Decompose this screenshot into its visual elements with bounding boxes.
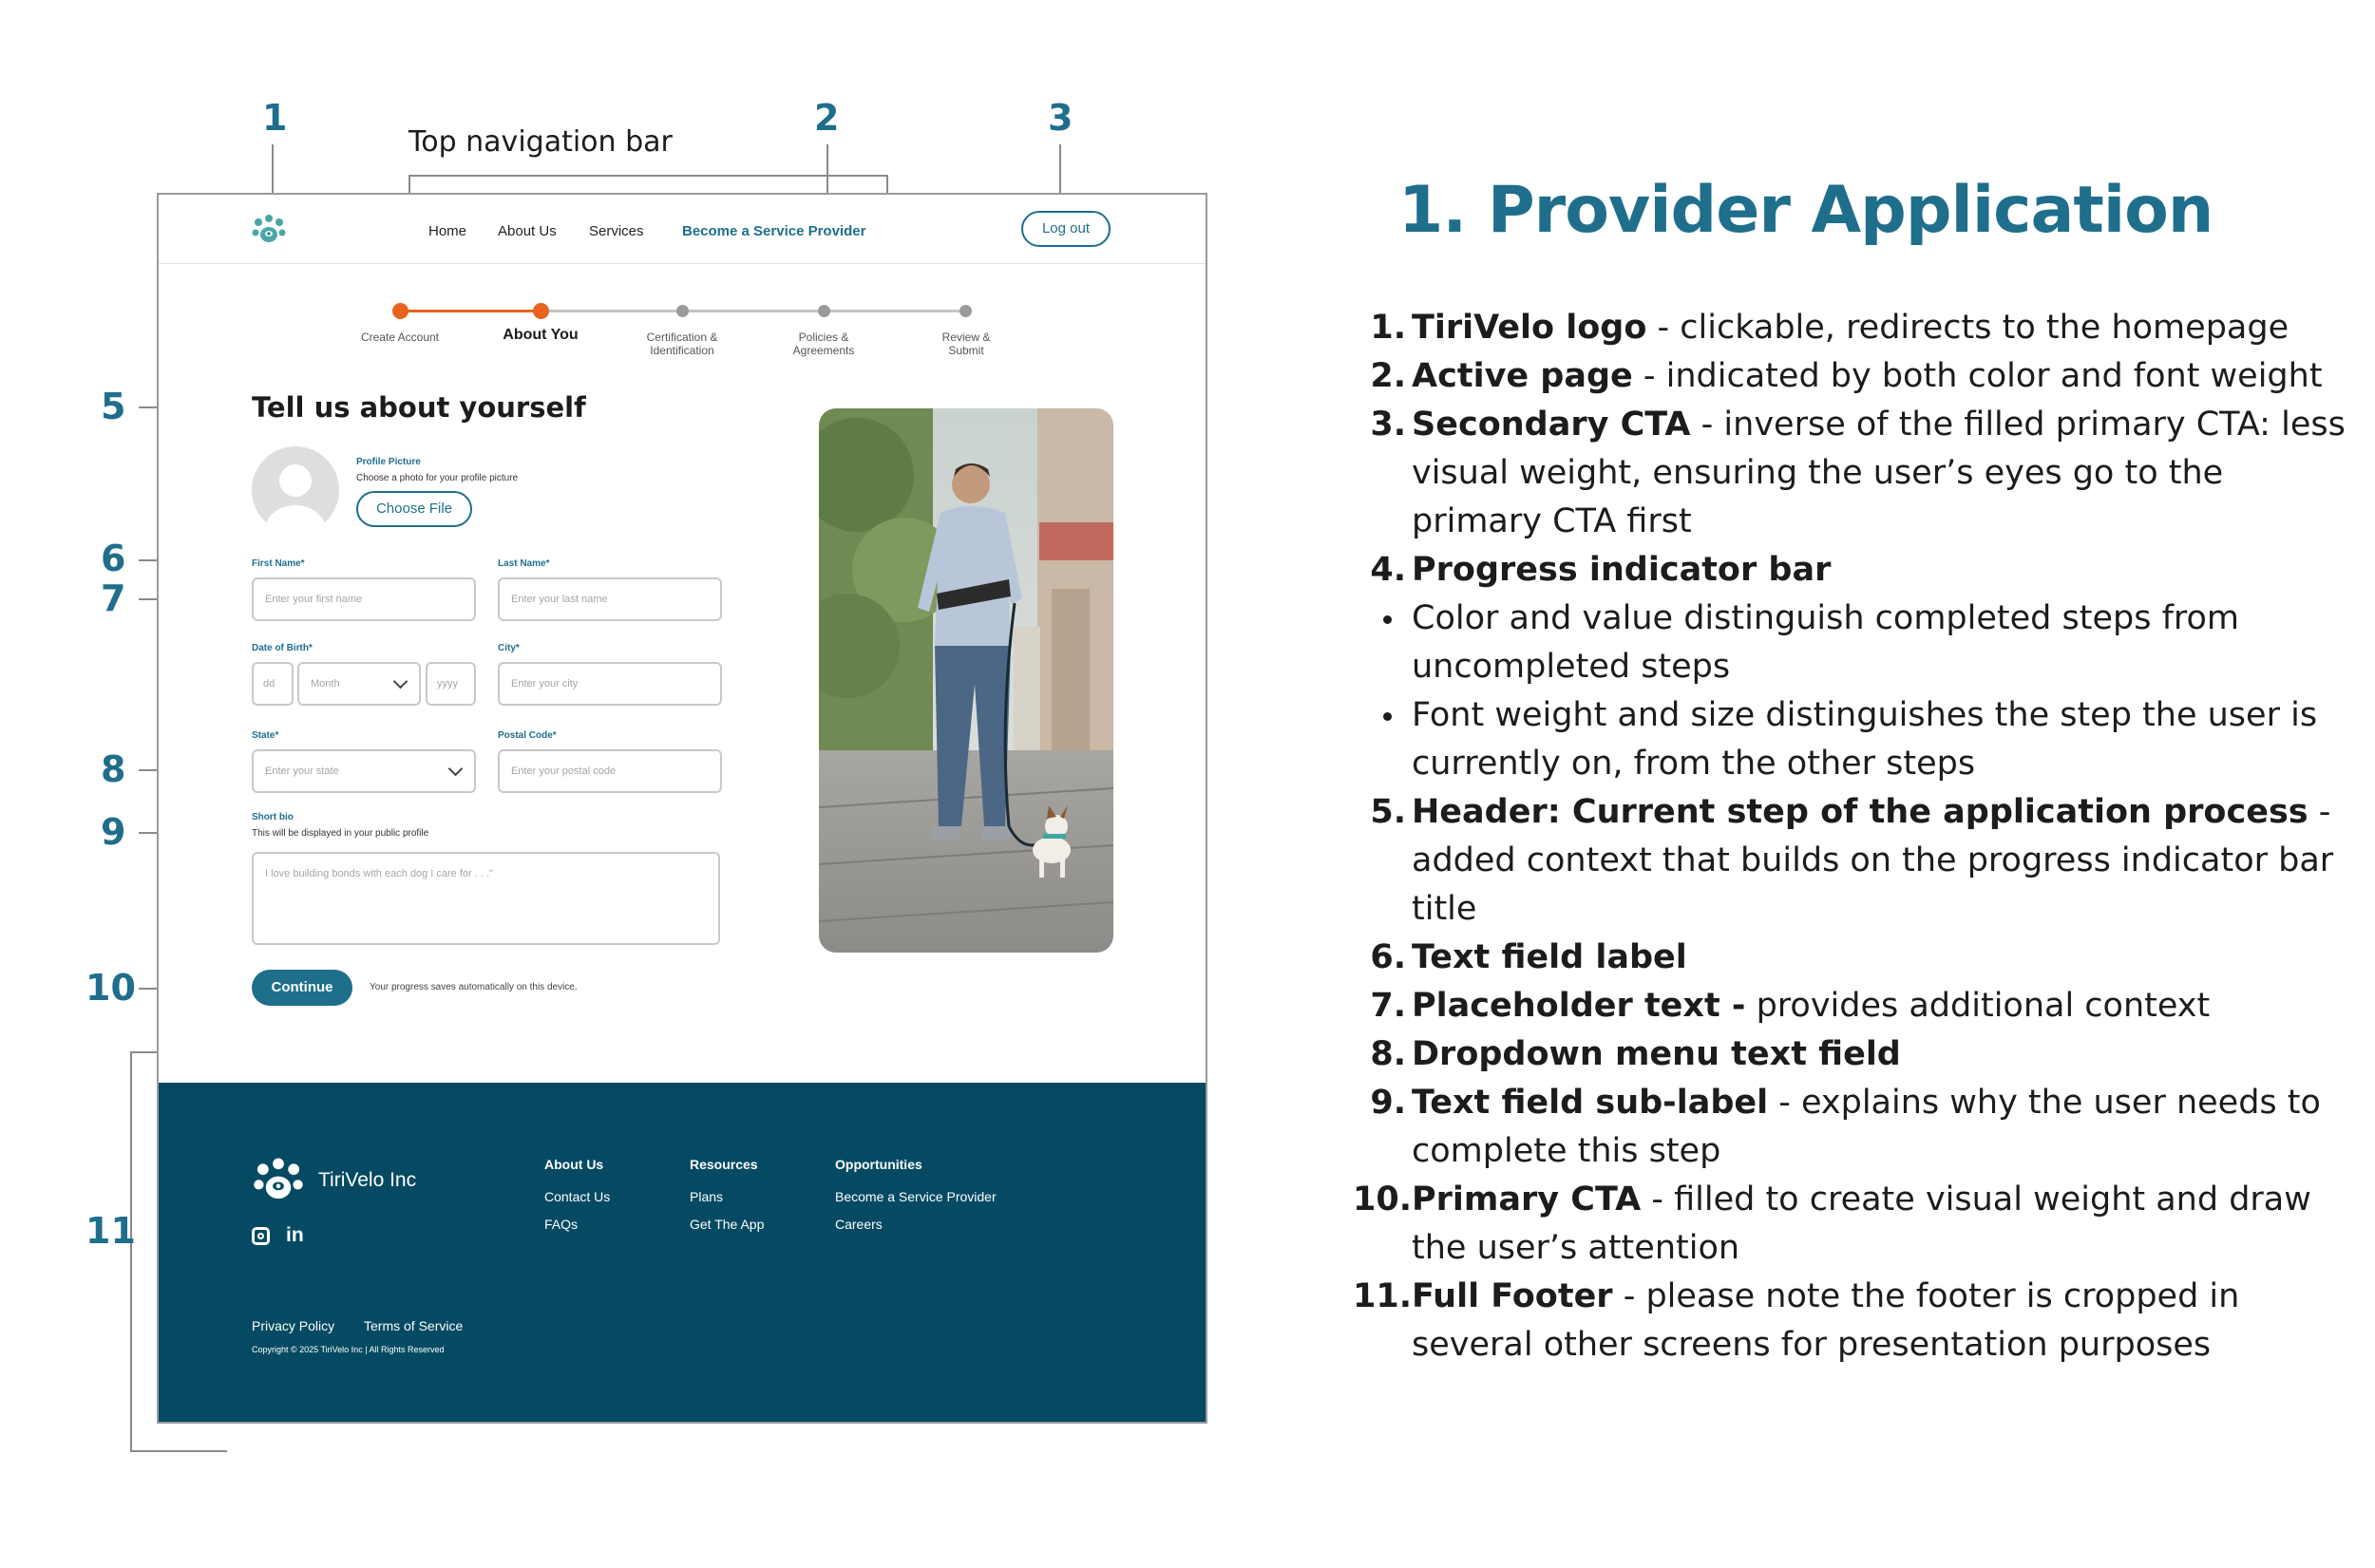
city-label: City* <box>498 643 520 653</box>
footer-copyright: Copyright © 2025 TiriVelo Inc | All Rights Reserved <box>252 1345 445 1354</box>
site-footer <box>159 1083 1207 1424</box>
profile-picture-help: Choose a photo for your profile picture <box>356 473 519 483</box>
logout-button[interactable]: Log out <box>1021 211 1111 247</box>
dob-year-field[interactable]: yyyy <box>426 662 476 706</box>
nav-divider <box>159 263 1207 264</box>
dog-walker-photo <box>819 408 1113 953</box>
note-2: 2. Active page - indicated by both color and font weight <box>1370 357 2323 395</box>
postal-code-field[interactable]: Enter your postal code <box>498 749 722 793</box>
panel-title: 1. Provider Application <box>1398 173 2214 248</box>
progress-step-3: Certification & Identification <box>646 331 718 357</box>
footer-terms-link[interactable]: Terms of Service <box>364 1318 464 1333</box>
profile-picture-label: Profile Picture <box>356 457 421 467</box>
progress-track-pending <box>541 310 964 312</box>
chevron-down-icon <box>448 762 464 777</box>
provider-photo <box>819 408 1113 953</box>
footer-link-plans[interactable]: Plans <box>690 1189 724 1204</box>
state-label: State* <box>252 730 279 741</box>
footer-heading-resources: Resources <box>690 1157 758 1172</box>
footer-link-become-provider[interactable]: Become a Service Provider <box>835 1189 997 1204</box>
progress-step-1: Create Account <box>360 331 440 344</box>
footer-link-contact[interactable]: Contact Us <box>544 1189 611 1204</box>
last-name-field[interactable]: Enter your last name <box>498 577 722 621</box>
tirivelo-logo[interactable] <box>252 214 286 246</box>
progress-track-done <box>400 310 541 312</box>
postal-code-label: Postal Code* <box>498 730 557 741</box>
annotation-number-1: 1 <box>262 97 288 139</box>
note-6: 6. Text field label <box>1370 938 1687 976</box>
note-4-bullet-1: Color and value distinguish completed steps from uncompleted steps <box>1368 595 2346 691</box>
footer-brand: TiriVelo Inc <box>318 1169 417 1191</box>
footer-link-faqs[interactable]: FAQs <box>544 1217 579 1232</box>
instagram-icon[interactable] <box>252 1227 270 1245</box>
form-heading: Tell us about yourself <box>252 391 586 424</box>
paw-logo-icon <box>252 214 286 246</box>
city-field[interactable]: Enter your city <box>498 662 722 706</box>
progress-dot-5 <box>960 305 972 317</box>
progress-dot-3 <box>676 305 689 317</box>
note-11: 11. Full Footer - please note the footer is cropped in several other screens for presentation purposes <box>1353 1277 2240 1364</box>
progress-dot-1 <box>392 303 408 319</box>
nav-services[interactable]: Services <box>589 223 644 239</box>
annotation-number-8: 8 <box>101 748 126 790</box>
progress-step-2: About You <box>503 327 579 343</box>
choose-file-button[interactable]: Choose File <box>356 491 472 527</box>
chevron-down-icon <box>393 674 408 690</box>
footer-link-app[interactable]: Get The App <box>690 1217 765 1232</box>
linkedin-icon[interactable]: in <box>286 1224 304 1246</box>
dob-month-select[interactable] <box>297 662 421 706</box>
note-5: 5. Header: Current step of the application process - added context that builds on the progress indicator bar title <box>1370 793 2334 928</box>
note-4: 4. Progress indicator bar <box>1370 551 1832 589</box>
nav-about-us[interactable]: About Us <box>498 223 557 239</box>
top-nav-caption: Top navigation bar <box>408 125 673 159</box>
footer-link-careers[interactable]: Careers <box>835 1217 883 1232</box>
footer-logo[interactable] <box>252 1157 305 1204</box>
dob-month-placeholder: Month <box>311 678 340 690</box>
note-8: 8. Dropdown menu text field <box>1370 1035 1901 1073</box>
footer-heading-opportunities: Opportunities <box>835 1157 922 1172</box>
annotation-number-5: 5 <box>101 386 126 427</box>
annotation-number-11: 11 <box>86 1210 136 1252</box>
annotation-number-3: 3 <box>1048 97 1074 139</box>
first-name-field[interactable]: Enter your first name <box>252 577 476 621</box>
dob-day-field[interactable]: dd <box>252 662 294 706</box>
note-1: 1. TiriVelo logo - clickable, redirects to the homepage <box>1370 309 2290 347</box>
progress-step-5: Review & Submit <box>941 331 991 357</box>
dob-label: Date of Birth* <box>252 643 313 653</box>
note-3: 3. Secondary CTA - inverse of the filled primary CTA: less visual weight, ensuring the user’s eyes go to the primary CTA first <box>1370 406 2346 540</box>
short-bio-label: Short bio <box>252 812 294 822</box>
annotation-number-6: 6 <box>101 538 126 579</box>
avatar-placeholder <box>252 446 339 534</box>
footer-heading-about: About Us <box>544 1157 604 1172</box>
nav-become-provider[interactable]: Become a Service Provider <box>682 223 866 239</box>
annotation-number-7: 7 <box>101 577 126 619</box>
first-name-label: First Name* <box>252 558 305 569</box>
annotation-notes <box>1353 304 2346 1370</box>
avatar-icon <box>252 446 339 534</box>
footer-privacy-link[interactable]: Privacy Policy <box>252 1318 335 1333</box>
annotation-number-9: 9 <box>101 811 126 853</box>
progress-dot-4 <box>818 305 830 317</box>
annotation-number-2: 2 <box>814 97 840 139</box>
note-4-bullet-2: Font weight and size distinguishes the step the user is currently on, from the other steps <box>1368 691 2346 788</box>
note-9: 9. Text field sub-label - explains why the user needs to complete this step <box>1370 1084 2321 1170</box>
note-7: 7. Placeholder text - provides additional context <box>1370 987 2211 1025</box>
last-name-label: Last Name* <box>498 558 550 569</box>
note-10: 10. Primary CTA - filled to create visual weight and draw the user’s attention <box>1353 1181 2311 1267</box>
state-select[interactable] <box>252 749 476 793</box>
provider-application-mockup <box>157 193 1207 1424</box>
short-bio-textarea[interactable]: I love building bonds with each dog I care for . . ." <box>252 852 720 945</box>
continue-button[interactable]: Continue <box>252 970 352 1006</box>
paw-logo-icon <box>252 1157 305 1204</box>
short-bio-help: This will be displayed in your public profile <box>252 828 429 839</box>
progress-step-4: Policies & Agreements <box>792 331 855 357</box>
autosave-note: Your progress saves automatically on this device. <box>370 982 578 992</box>
state-placeholder: Enter your state <box>265 765 339 777</box>
progress-dot-2 <box>533 303 549 319</box>
annotation-number-10: 10 <box>86 967 136 1009</box>
nav-home[interactable]: Home <box>428 223 467 239</box>
